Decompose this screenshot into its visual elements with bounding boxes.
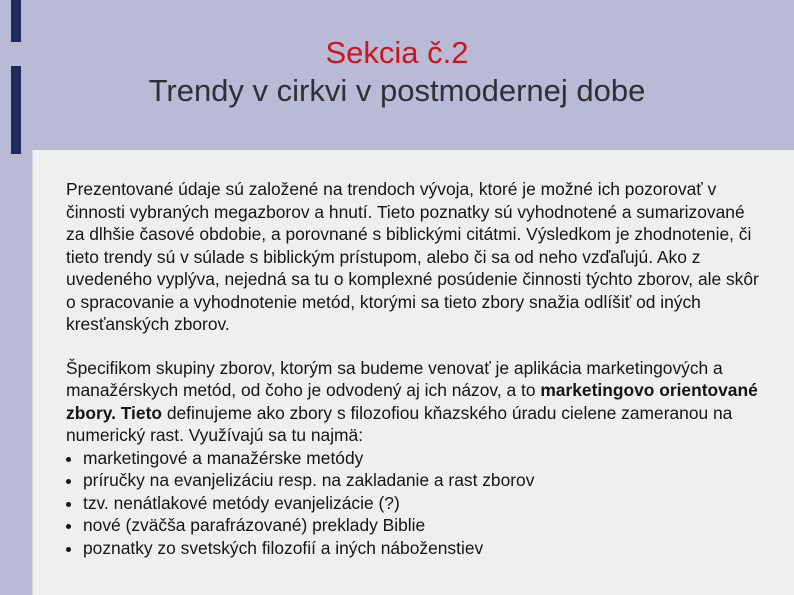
slide-title [0,34,794,110]
list-item: poznatky zo svetských filozofií a iných náboženstiev [66,537,766,560]
intro-paragraph: Prezentované údaje sú založené na trendoch vývoja, ktoré je možné ich pozorovať v činnosti vybraných megazborov a hnutí. Tieto poznatky sú vyhodnotené a sumarizované za dlhšie časové obdobie, a porovnané s biblickými citátmi. Výsledkom je zhodnotenie, či tieto trendy sú v súlade s biblickým prístupom, alebo či sa od neho vzďaľujú. Ako z uvedeného vyplýva, nejedná sa tu o komplexné posúdenie činnosti týchto zborov, ale skôr o spracovanie a vyhodnotenie metód, ktorými sa tieto zbory snažia odlíšiť od iných kresťanských zborov. [66,179,759,334]
methods-list [66,447,766,560]
bullet-icon [66,502,71,507]
list-item: marketingové a manažérske metódy [66,447,766,470]
bullet-icon [66,457,71,462]
definition-intro-text: Špecifikom skupiny zborov, ktorým sa budeme venovať je aplikácia marketingových a manažérskych metód, od čoho je odvodený aj ich názov, a to [66,357,723,400]
definition-rest-text: definujeme ako zbory s filozofiou kňazského úradu cielene zameranou na numerický rast. Využívajú sa tu najmä: [66,402,733,445]
bullet-icon [66,479,71,484]
slide-title-section: Sekcia č.2 [325,35,469,70]
list-item: príručky na evanjelizáciu resp. na zakladanie a rast zborov [66,469,766,492]
slide-title-topic: Trendy v cirkvi v postmodernej dobe [148,73,646,108]
bullet-icon [66,547,71,552]
definition-paragraph [66,357,766,560]
definition-bold-term: marketingovo orientované zbory. Tieto [66,380,758,423]
list-item: tzv. nenátlakové metódy evanjelizácie (?) [66,492,766,515]
list-item: nové (zväčša parafrázované) preklady Biblie [66,514,766,537]
bullet-icon [66,524,71,529]
slide-body [66,178,766,559]
